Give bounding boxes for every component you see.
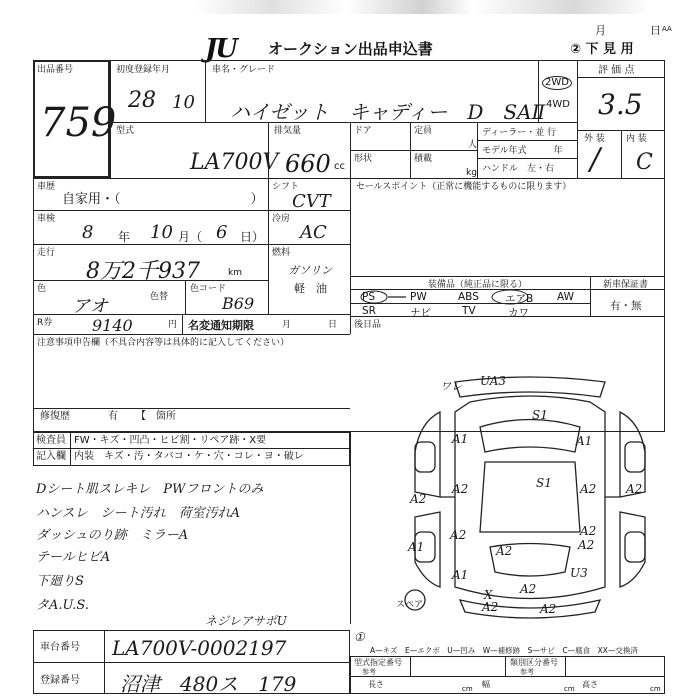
inspector-options: FW・キズ・凹凸・ヒビ割・リペア跡・X要 [74,435,267,446]
recycle-label: R券 [37,318,53,328]
load-unit: kg [466,168,477,178]
damage-a2-rear-2: A2 [482,600,499,614]
load-label: 積載 [414,154,433,164]
divider [477,140,577,141]
damage-a1-left: A1 [452,432,469,446]
inspection-label: 車検 [37,214,56,224]
color-change-label: 色替 [150,292,169,302]
divider [477,158,577,159]
writer-label: 記入欄 [36,451,66,462]
divider [33,244,350,245]
handle-label: ハンドル 左・右 [482,164,555,174]
fuel-value: ガソリン [288,264,332,277]
divider [70,432,71,466]
registration-label: 登録番号 [40,675,80,686]
divider [185,280,186,314]
divider [33,408,350,409]
recycle-value: 9140 [92,316,133,335]
drive-2wd: 2WD [542,76,572,90]
damage-a2-far-l: A2 [410,492,427,506]
damage-s1-center: S1 [536,476,552,490]
height-label: 高さ [582,680,598,689]
lot-number-label: 出品番号 [37,65,74,75]
car-name-label: 車名・グレード [212,65,276,75]
width-unit: cm [564,685,575,693]
warranty-label: 新車保証書 [603,280,649,290]
divider [350,316,665,317]
car-name-value: ハイゼット キャディー D SAⅡ [230,100,546,124]
inspection-year: 8 [82,222,94,243]
chassis-value: LA700V-0002197 [112,636,287,660]
divider [110,122,577,123]
day-label: 日 [650,24,661,37]
name-change-day: 日 [328,320,338,330]
damage-crack: ワレ [440,380,462,393]
chassis-label: 車台番号 [40,642,80,653]
form-title: オークション出品申込書 [268,40,433,58]
inspection-month-unit: 月（ [178,230,203,244]
mileage-label: 走行 [37,248,56,258]
class-label: 類別区分番号 [510,658,558,667]
type-designation-sub: 参考 [362,668,376,676]
length-label: 長さ [368,680,384,689]
divider [590,276,591,316]
lot-number-value: 759 [40,100,117,146]
spare-label: スペア [396,600,424,610]
damage-a2-rear-3: A2 [540,602,557,616]
damage-a2-rear: A2 [520,582,537,596]
aux-note: ネジレアサポU [205,614,287,628]
circled-one: ① [354,630,365,644]
name-change-label: 名変通知期限 [188,319,254,332]
exterior-label: 外 装 [584,134,605,144]
month-label: 月 [595,24,606,37]
interior-label: 内 装 [626,134,647,144]
damage-a2-far-r: A2 [626,482,643,496]
mileage-unit: km [228,268,242,278]
damage-ua3: UA3 [480,374,507,388]
note-line-3: ダッシュのり跡 ミラーA [36,528,189,543]
registration-value: 沼津 480ス 179 [120,672,297,696]
first-reg-month: 10 [172,92,195,113]
divider [33,178,665,179]
color-code-value: B69 [222,294,255,313]
divider [268,178,269,314]
divider [350,432,351,624]
ac-label: 冷房 [272,214,291,224]
shift-label: シフト [272,182,300,192]
recycle-unit: 円 [168,320,178,330]
damage-legend: A—キズ E—エクボ U—凹み W—補修跡 S—サビ C—腐食 XX—交換済 [370,646,638,655]
color-value: アオ [72,296,108,317]
equip-pw: PW [410,291,427,303]
divider [33,662,350,663]
divider [621,130,622,178]
usage-value: 自家用・（ ） [62,192,264,207]
equip-sr: SR [362,305,376,317]
divider [410,656,411,676]
note-line-4: テールヒビA [36,550,111,565]
equipment-label: 装備品（純正品に限る） [428,280,528,290]
top-ink-strip [195,0,700,14]
model-year-label: モデル年式 年 [482,146,563,156]
note-line-5: 下廻りS [36,574,84,589]
equip-airbag: エアB [505,293,534,305]
damage-s1-top: S1 [532,408,548,422]
rating-value: 3.5 [598,88,643,121]
note-line-1: Dシート肌スレキレ PWフロントのみ [36,482,264,497]
divider [477,122,478,178]
logo: JU [205,34,236,64]
view-label: ② 下 見 用 [570,42,634,57]
writer-options: 内装 キズ・汚・タバコ・ケ・穴・コレ・ヨ・破レ [74,451,304,462]
damage-a2-front-l: A2 [452,482,469,496]
divider [565,656,566,676]
notes-label: 注意事項申告欄（不具合内容等は具体的に記入してください） [37,338,290,348]
color-code-label: 色コード [190,284,227,294]
damage-a1-rear-l2: A1 [408,540,425,554]
first-reg-label: 初度登録年月 [116,65,171,75]
equip-tv: TV [462,305,476,317]
width-label: 幅 [482,680,490,689]
divider [110,60,111,178]
equip-navi: ナビ [410,307,431,319]
fuel-label: 燃料 [272,248,291,258]
model-value: LA700V [190,150,279,175]
model-label: 型式 [116,126,135,136]
damage-a2-side-r: A2 [578,538,595,552]
capacity-label: 定員 [414,126,433,136]
shift-value: CVT [292,191,331,212]
usage-label: 車歴 [37,182,56,192]
fuel-value-2: 軽 油 [294,282,327,295]
divider [33,280,268,281]
equip-abs: ABS [458,291,479,303]
divider [577,77,665,78]
divider [538,60,539,122]
damage-x: X [484,588,493,602]
equipment-strokes [350,286,590,320]
equip-leather: カワ [508,307,529,319]
back-order-label: 後日品 [354,320,382,330]
mileage-value: 8万2千937 [86,259,200,284]
capacity-unit: 人 [468,140,478,150]
door-label: ドア [354,126,372,136]
interior-value: C [636,150,653,175]
ac-value: AC [300,222,327,243]
first-reg-year: 28 [128,88,156,113]
exterior-value: / [590,142,601,177]
color-label: 色 [37,284,47,294]
divider [33,448,350,449]
inspection-month: 10 [150,222,173,243]
note-line-2: ハンスレ シート汚れ 荷室汚れA [36,506,240,521]
divider [33,210,350,211]
displacement-label: 排気量 [274,126,302,136]
inspection-year-unit: 年 [118,230,131,244]
repair-value: 有 [108,411,118,422]
length-unit: cm [462,685,473,693]
divider [350,676,665,677]
selling-point-label: セールスポイント（正常に機能するものに限ります） [356,182,572,192]
damage-a1-right: A1 [576,434,593,448]
drive-4wd: 4WD [546,99,570,110]
shape-label: 形状 [354,154,373,164]
note-line-6: タA.U.S. [36,598,89,613]
damage-a2-front-r: A2 [580,482,597,496]
equip-ps: PS [362,291,375,303]
date-suffix: AA [662,25,672,33]
height-unit: cm [650,685,661,693]
displacement-value: 660 [285,150,331,178]
damage-a2-mid-r: A2 [580,524,597,538]
damage-a2-side-l: A2 [496,544,513,558]
divider [505,656,506,676]
inspection-day: 6 [216,222,228,243]
repair-label: 修復歴 [40,411,70,422]
name-change-month: 月 [282,320,292,330]
dealer-label: ディーラー・並 行 [482,128,557,138]
inspector-label: 検査員 [36,435,66,446]
divider [268,122,269,178]
inspection-day-unit: 日） [240,230,265,244]
rating-label: 評 価 点 [598,65,635,76]
type-designation-label: 型式指定番号 [354,658,402,667]
displacement-unit: cc [334,161,345,172]
damage-a1-rear-l: A1 [452,568,469,582]
divider [182,314,183,334]
repair-location: 【 箇所 [136,411,176,422]
damage-a2-mid-l: A2 [450,528,467,542]
class-sub: 参考 [520,668,534,676]
damage-u3: U3 [570,566,588,580]
warranty-value: 有・無 [610,300,642,312]
divider [33,314,350,315]
divider [205,60,206,122]
divider [350,276,665,277]
divider [33,334,350,335]
equip-aw: AW [557,291,574,303]
divider [350,150,477,151]
